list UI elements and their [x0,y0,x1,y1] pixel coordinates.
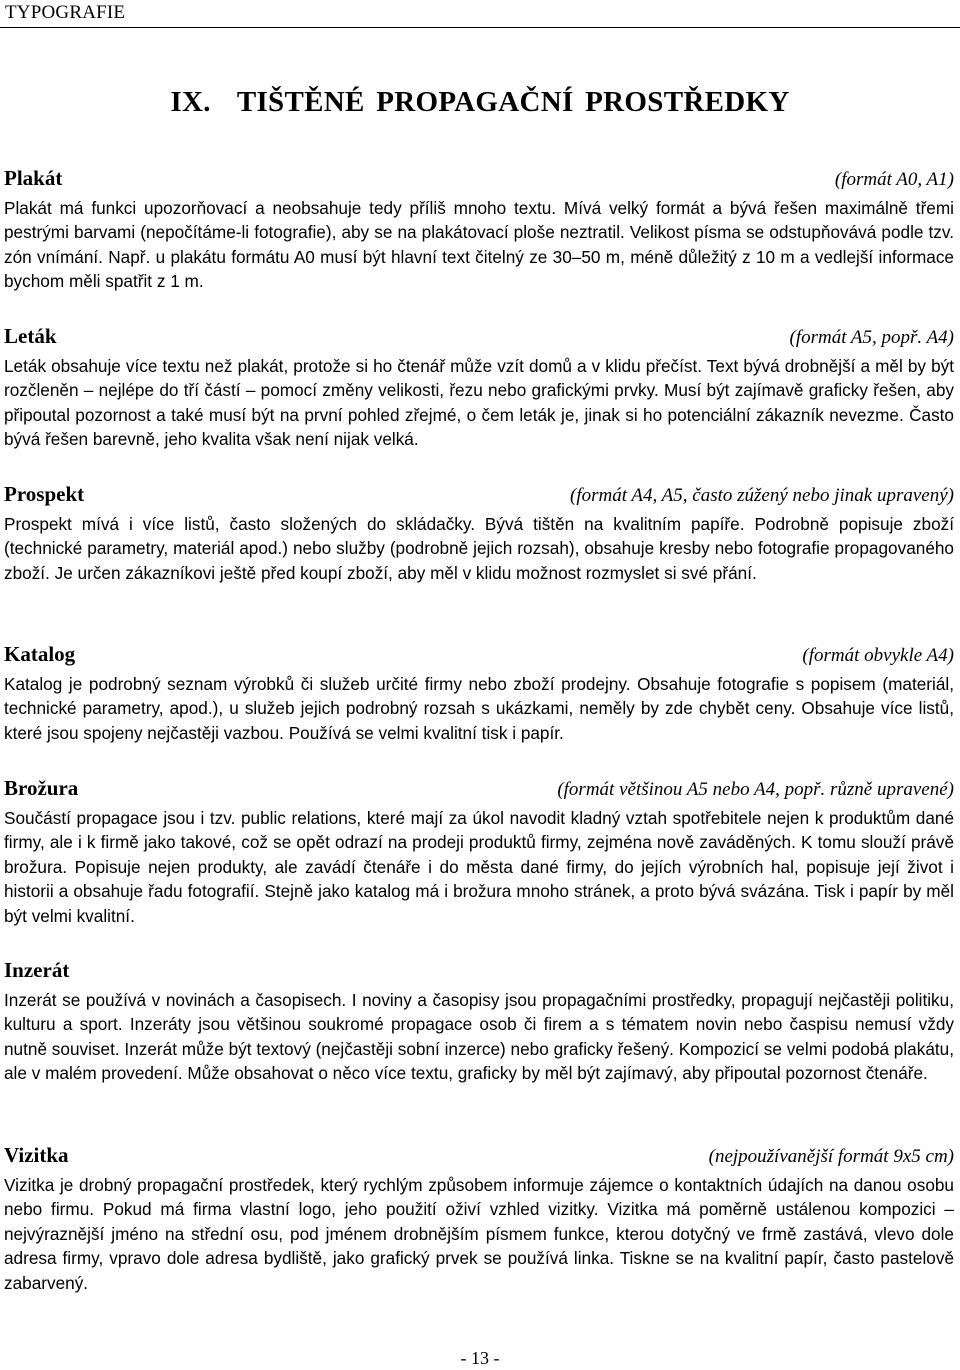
section-katalog [4,642,954,745]
section-body: Katalog je podrobný seznam výrobků či služeb určité firmy nebo zboží prodejny. Obsahuje fotografie s popisem (materiál, technické parametry, apod.), u služeb jejich podrobný rozsah s ukázkami, neměly by zde chybět ceny. Obsahuje více listů, které jsou spojeny nejčastěji vazbou. Používá se velmi kvalitní tisk i papír. [4,674,954,743]
page-number: - 13 - [460,1348,500,1368]
section-format: (nejpoužívanější formát 9x5 cm) [708,1146,954,1167]
section-title: Vizitka [4,1143,69,1167]
section-title: Inzerát [4,958,70,982]
section-header [4,324,954,354]
running-title: TYPOGRAFIE [5,2,126,23]
section-title: Plakát [4,166,63,190]
section-header [4,1143,954,1173]
section-format: (formát většinou A5 nebo A4, popř. různě upravené) [557,779,954,800]
section-prospekt [4,482,954,585]
section-vizitka [4,1143,954,1295]
section-inzerat [4,958,954,1086]
chapter-title: TIŠTĚNÉ PROPAGAČNÍ PROSTŘEDKY [236,86,790,118]
section-body: Leták obsahuje více textu než plakát, protože si ho čtenář může vzít domů a v klidu přečíst. Text bývá drobnější a měl by být rozčleněn – nejlépe do tří částí – pomocí změny velikosti, řezu nebo grafickými prvky. Musí být zajímavě graficky řešen, aby připoutal pozornost a také musí být na první pohled zřejmé, o čem leták je, jinak si ho potenciální zákazník nevezme. Často bývá řešen barevně, jeho kvalita však není nijak velká. [4,356,954,450]
section-header [4,642,954,672]
header-rule [0,27,960,28]
section-format: (formát A5, popř. A4) [789,327,954,348]
section-title: Katalog [4,642,76,666]
section-brozura [4,776,954,928]
section-format: (formát A0, A1) [834,169,954,190]
section-plakat [4,166,954,294]
section-body: Prospekt mívá i více listů, často složených do skládačky. Bývá tištěn na kvalitním papíře. Podrobně popisuje zboží (technické parametry, materiál apod.) nebo služby (podrobně jejich rozsah), obsahuje kresby nebo fotografie propagovaného zboží. Je určen zákazníkovi ještě před koupí zboží, aby měl v klidu možnost rozmyslet si své přání. [4,514,954,583]
chapter-number: IX. [170,86,211,118]
section-format: (formát obvykle A4) [802,645,954,666]
section-body: Součástí propagace jsou i tzv. public relations, které mají za úkol navodit kladný vztah spotřebitele nejen k produktům dané firmy, ale i k firmě jako takové, což se opět odrazí na prodeji produktů firmy, zejména nově zaváděných. K tomu slouží právě brožura. Popisuje nejen produkty, ale zavádí čtenáře i do města dané firmy, do jejích výrobních hal, popisuje její život i historii a obsahuje řadu fotografií. Stejně jako katalog má i brožura mnoho stránek, a proto bývá svázána. Tisk i papír by měl být velmi kvalitní. [4,808,954,926]
section-format: (formát A4, A5, často zúžený nebo jinak upravený) [570,485,954,506]
section-header [4,958,954,988]
section-header [4,482,954,512]
section-header [4,166,954,196]
section-body: Plakát má funkci upozorňovací a neobsahuje tedy příliš mnoho textu. Mívá velký formát a bývá řešen maximálně třemi pestrými barvami (nepočítáme-li fotografie), aby se na plakátovací ploše neztratil. Velikost písma se odstupňovává podle tzv. zón vnímání. Např. u plakátu formátu A0 musí být hlavní text čitelný ze 30–50 m, méně důležitý z 10 m a vedlejší informace bychom měli spatřit z 1 m. [4,198,954,292]
section-title: Brožura [4,776,79,800]
section-header [4,776,954,806]
section-letak [4,324,954,452]
chapter-heading [0,86,960,119]
section-body: Inzerát se používá v novinách a časopisech. I noviny a časopisy jsou propagačními prostředky, propagují nejčastěji politiku, kulturu a sport. Inzeráty jsou většinou soukromé propagace osob či firem a s tématem novin nebo časpisu nemusí vždy nutně souviset. Inzerát může být textový (nejčastěji sobní inzerce) nebo graficky řešený. Kompozicí se velmi podobá plakátu, ale v malém provedení. Může obsahovat o něco více textu, graficky by měl být zajímavý, aby připoutal pozornost čtenáře. [4,990,954,1084]
section-title: Leták [4,324,57,348]
section-title: Prospekt [4,482,85,506]
section-body: Vizitka je drobný propagační prostředek, který rychlým způsobem informuje zájemce o kontaktních údajích na danou osobu nebo firmu. Pokud má firma vlastní logo, jeho použití oživí vzhled vizitky. Vizitka má poměrně ustálenou kompozici – nejvýraznější jméno na střední osu, pod jménem drobnějším písmem funkce, kterou dotyčný ve frmě zastává, vlevo dole adresa firmy, vpravo dole adresa bydliště, jako grafický prvek se používá linka. Tiskne se na kvalitní papír, často pastelově zabarvený. [4,1175,954,1293]
